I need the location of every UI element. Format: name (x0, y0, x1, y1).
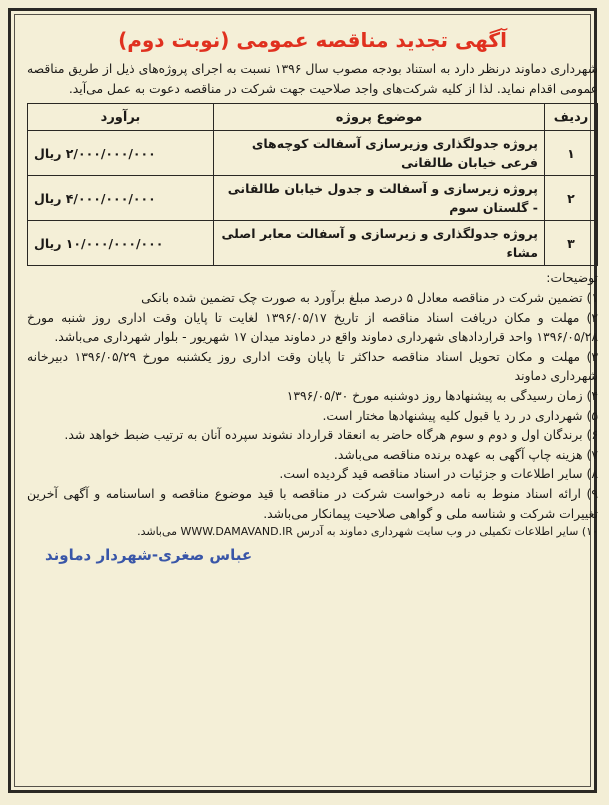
ad-frame (8, 8, 597, 793)
note-item: ۸) سایر اطلاعات و جزئیات در اسناد مناقصه قید گردیده است. (279, 466, 598, 482)
header-row-number: ردیف (545, 104, 598, 131)
note-item: ۴) زمان رسیدگی به پیشنهادها روز دوشنبه مورخ ۱۳۹۶/۰۵/۳۰ (286, 387, 598, 403)
table-row (28, 221, 598, 266)
notes-title: توضیحات: (546, 270, 598, 285)
intro-paragraph: شهرداری دماوند درنظر دارد به استناد بودجه مصوب سال ۱۳۹۶ نسبت به اجرای پروژه‌های ذیل از طریق مناقصه عمومی اقدام نماید. لذا از کلیه شرکت‌های واجد صلاحیت جهت شرکت در مناقصه دعوت به عمل می‌آید. (27, 61, 599, 96)
row-estimate: ۴/۰۰۰/۰۰۰/۰۰۰ ریال (28, 176, 214, 221)
row-number: ۲ (545, 176, 598, 221)
note-item: ۳) مهلت و مکان تحویل اسناد مناقصه حداکثر تا پایان وقت اداری روز یکشنبه مورخ ۱۳۹۶/۰۵/۲۹ دبیرخانه شهرداری دماوند (27, 348, 598, 384)
note-item: ۱) تضمین شرکت در مناقصه معادل ۵ درصد مبلغ برآورد به صورت چک تضمین شده بانکی (141, 290, 598, 305)
note-item: ۹) ارائه اسناد منوط به نامه درخواست شرکت در مناقصه با قید موضوع مناقصه و اساسنامه و آگهی آخرین تغییرات شرکت و شناسه ملی و گواهی صلاحیت پیمانکار می‌باشد. (27, 485, 598, 521)
projects-table (27, 103, 598, 266)
table-row (28, 131, 598, 176)
ad-content (27, 25, 598, 566)
row-estimate: ۲/۰۰۰/۰۰۰/۰۰۰ ریال (28, 131, 214, 176)
table-row (28, 176, 598, 221)
row-number: ۱ (545, 131, 598, 176)
notes-list (27, 288, 598, 541)
note-item: ۶) برندگان اول و دوم و سوم هرگاه حاضر به انعقاد قرارداد نشوند سپرده آنان به ترتیب ضبط خواهد شد. (64, 427, 598, 443)
header-estimate: برآورد (28, 104, 214, 131)
row-number: ۳ (545, 221, 598, 266)
note-item: ۷) هزینه چاپ آگهی به عهده برنده مناقصه می‌باشد. (333, 446, 598, 462)
row-estimate: ۱۰/۰۰۰/۰۰۰/۰۰۰ ریال (28, 221, 214, 266)
header-subject: موضوع پروژه (214, 104, 545, 131)
note-item-website: ۱۰) سایر اطلاعات تکمیلی در وب سایت شهرداری دماوند به آدرس WWW.DAMAVAND.IR می‌باشد. (137, 525, 598, 539)
ad-title: آگهی تجدید مناقصه عمومی (نوبت دوم) (118, 28, 507, 52)
table-header-row (28, 104, 598, 131)
signature: عباس صغری-شهردار دماوند (45, 546, 253, 565)
note-item: ۲) مهلت و مکان دریافت اسناد مناقصه از تاریخ ۱۳۹۶/۰۵/۱۷ لغایت تا پایان وقت اداری روز شنبه مورخ ۱۳۹۶/۰۵/۲۸ واحد قراردادهای شهرداری دماوند واقع در دماوند میدان ۱۷ شهریور - بلوار شهرداری می‌باشد. (27, 309, 598, 345)
note-item: ۵) شهرداری در رد یا قبول کلیه پیشنهادها مختار است. (322, 407, 598, 423)
row-subject: پروژه جدولگذاری و زیرسازی و آسفالت معابر اصلی مشاء (214, 221, 545, 266)
row-subject: پروژه زیرسازی و آسفالت و جدول خیابان طالقانی - گلستان سوم (214, 176, 545, 221)
row-subject: پروژه جدولگذاری وزیرسازی آسفالت کوچه‌های فرعی خیابان طالقانی (214, 131, 545, 176)
